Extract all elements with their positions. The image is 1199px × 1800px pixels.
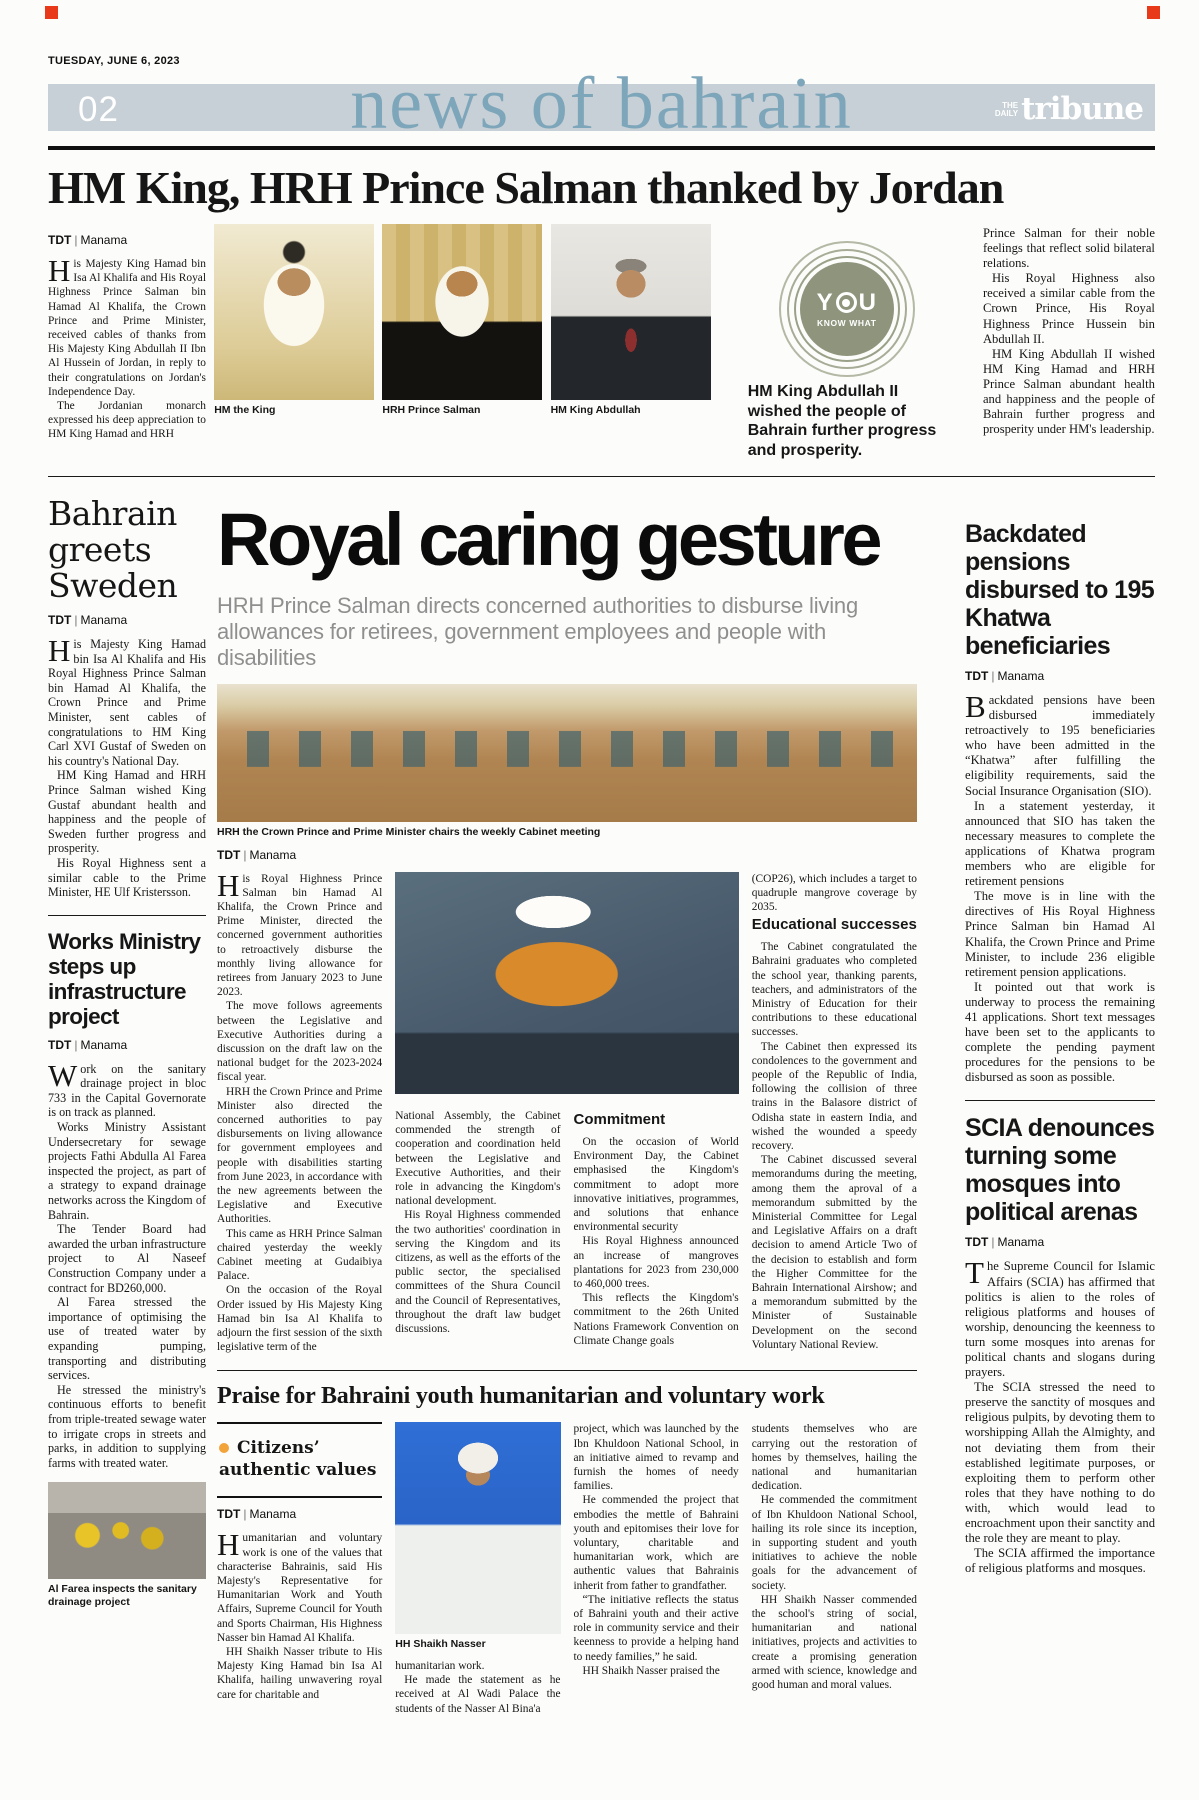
- paragraph: project, which was launched by the Ibn Khuldoon National School, in an initiative aimed to revamp and furnish the homes of needy families.: [573, 1423, 739, 1493]
- photo-crown-prince-desk: [395, 872, 739, 1094]
- paragraph: It pointed out that work is underway to process the remaining 41 applications. Short text messages have been set to the applicants to complete the pending payment procedures for the pensions to be disbursed as soon as possible.: [965, 979, 1155, 1085]
- paragraph: students themselves who are carrying out the restoration of homes by themselves, hailing the national and humanitarian dedication.: [751, 1423, 917, 1493]
- jordan-headline: HM King, HRH Prince Salman thanked by Jordan: [48, 162, 1004, 213]
- paragraph: HH Shaikh Nasser commended the school's string of social, humanitarian and national initiatives, projects and activities to create a promising generation armed with science, knowledge and good human and moral values.: [751, 1593, 917, 1692]
- paragraph: The Tender Board had awarded the urban infrastructure project to Al Naseef Construction Company under a contract for BD260,000.: [48, 1222, 206, 1295]
- paragraph: His Royal Highness commended the two authorities' coordination in serving the Kingdom and its citizens, as well as the efforts of the public sector, the specialised committees of the Shura Council and the Council of Representatives, throughout the draft law budget discussions.: [395, 1209, 561, 1335]
- paragraph: He stressed the ministry's continuous efforts to benefit from triple-treated sewage water to irrigate crops in streets and parks, in addition to supplying farms with treated water.: [48, 1382, 206, 1470]
- byline-tdt: TDT: [217, 1507, 241, 1522]
- pullquote-rule-bottom: [217, 1496, 382, 1498]
- photo-caption: HH Shaikh Nasser: [395, 1638, 486, 1651]
- byline-location: Manama: [249, 1507, 297, 1522]
- byline-location: Manama: [80, 613, 128, 627]
- paragraph: His Royal Highness sent a similar cable to the Prime Minister, HE Ulf Kristersson.: [48, 855, 206, 900]
- byline: [965, 669, 1155, 683]
- jordan-article: [48, 224, 1155, 460]
- byline-location: Manama: [997, 669, 1045, 683]
- crop-mark-right: [1147, 6, 1160, 19]
- paragraph: Prince Salman for their noble feelings that reflect solid bilateral relations.: [982, 226, 1155, 271]
- bullet-icon: [219, 1443, 229, 1453]
- youth-column-3: [574, 1422, 739, 1715]
- paragraph: He commended the project that embodies the mettle of Bahraini youth and epitomises their love for voluntary, charitable and humanitarian work, which are authentic values that Bahrainis inherit from father to grandfather.: [573, 1494, 739, 1592]
- photo-block-hm-king: [214, 224, 374, 460]
- paragraph: This came as HRH Prince Salman chaired yesterday the weekly Cabinet meeting at Gudaibiya Palace.: [217, 1227, 383, 1283]
- crop-mark-left: [45, 6, 58, 19]
- page-content: [48, 160, 1155, 1716]
- tribune-logo: [994, 91, 1143, 127]
- byline-tdt: TDT: [48, 613, 72, 627]
- royal-subtitle: HRH Prince Salman directs concerned authorities to disburse living allowances for retirees, government employees and people with disabilities: [217, 593, 858, 670]
- byline-separator: |: [243, 847, 247, 862]
- body-column: [217, 1527, 383, 1701]
- paragraph: The Cabinet congratulated the Bahraini graduates who completed the school year, thanking parents, teachers, and administrators of the Ministry of Education for their contributions to these educational successes.: [751, 941, 917, 1039]
- photo-shaikh-nasser: [395, 1422, 560, 1634]
- body-column: [48, 1057, 206, 1471]
- paragraph: This reflects the Kingdom's commitment to the 26th United Nations Framework Convention on Climate Change goals: [573, 1292, 739, 1347]
- jordan-column-2: [983, 224, 1155, 460]
- commitment-subhead: Commitment: [573, 1110, 666, 1128]
- photo-caption: HRH the Crown Prince and Prime Minister chairs the weekly Cabinet meeting: [217, 826, 601, 838]
- body-column: [48, 253, 206, 442]
- paragraph: The SCIA affirmed the importance of religious platforms and mosques.: [965, 1546, 1155, 1576]
- sidebar-divider: [965, 1100, 1155, 1101]
- paragraph: The SCIA stressed the need to preserve the sanctity of mosques and religious pulpits, by devoting them to worshipping Allah the Almighty, and not deviating them from their established legitimate purposes, or exploiting them to perform other roles that they have nothing to do with, which would lead to encroachment upon their sanctity and the role they are meant to play.: [965, 1380, 1155, 1546]
- masthead-band: [48, 63, 1155, 145]
- byline: [48, 1038, 206, 1052]
- byline-location: Manama: [80, 1037, 128, 1052]
- body-column: [574, 1109, 739, 1354]
- badge-caption: HM King Abdullah II wished the people of Bahrain further progress and prosperity.: [747, 383, 937, 459]
- royal-headline: Royal caring gesture: [217, 498, 880, 581]
- right-sidebar: [965, 490, 1155, 1716]
- you-know-what-badge: [719, 224, 975, 460]
- body-column: [752, 872, 917, 1355]
- section-divider: [217, 1370, 917, 1371]
- byline-tdt: TDT: [48, 1037, 72, 1052]
- photo-drainage-inspection: [48, 1482, 206, 1579]
- paragraph: Works Ministry Assistant Undersecretary for sewage projects Fathi Abdulla Al Farea inspected the project, as part of a strategy to expand drainage networks across the Kingdom of Bahrain.: [48, 1120, 206, 1222]
- byline-location: Manama: [249, 847, 297, 862]
- body-column: [395, 1659, 560, 1716]
- paragraph: He commended the commitment of Ibn Khuldoon National School, hailing its role since its inception, in supporting student and youth initiatives to achieve the noble goals for the advancement of society.: [751, 1494, 917, 1592]
- byline-location: Manama: [997, 1235, 1045, 1250]
- photo-caption: HM King Abdullah: [550, 404, 641, 416]
- eye-icon: [836, 292, 857, 313]
- sweden-headline: Bahrain greets Sweden: [48, 494, 178, 605]
- body-column: [965, 689, 1155, 1085]
- paragraph: Backdated pensions have been disbursed immediately retroactively to 195 beneficiaries who have been admitted in the “Khatwa” after fulfilling the eligibility requirements, said the Social Insurance Organisation (SIO).: [965, 689, 1155, 798]
- paragraph: humanitarian work.: [395, 1659, 485, 1672]
- youth-column-4: [752, 1422, 917, 1715]
- badge-you-left: Y: [816, 288, 834, 316]
- tribune-logo-stack: [995, 102, 1018, 118]
- pullquote-text: Citizens’ authentic values: [219, 1438, 377, 1481]
- paragraph: His Royal Highness announced an increase of mangroves plantations for 2023 from 230,000 to 460,000 trees.: [573, 1235, 739, 1290]
- byline: [48, 233, 206, 247]
- pullquote-rule-top: [217, 1422, 382, 1424]
- paragraph: On the occasion of the Royal Order issued by His Majesty King Hamad bin Isa Al Khalifa to adjourn the first session of the sixth legislative term of the: [217, 1284, 383, 1354]
- byline: [965, 1235, 1155, 1249]
- logo-the: THE: [1002, 101, 1019, 110]
- byline-separator: |: [243, 1507, 247, 1522]
- education-subhead: Educational successes: [751, 916, 917, 934]
- paragraph: HM King Abdullah II wished HM King Hamad and HRH Prince Salman abundant health and happiness and the people of Bahrain further progress and prosperity under HM's leadership.: [982, 346, 1155, 437]
- photo-caption: HRH Prince Salman: [382, 404, 481, 416]
- body-column: [983, 226, 1155, 437]
- pullquote: [217, 1437, 382, 1481]
- paragraph: In a statement yesterday, it announced that SIO has taken the necessary measures to complete the applications of Khatwa program members who are eligible for retirement pensions: [965, 798, 1155, 889]
- photo-cabinet-meeting: [217, 684, 917, 822]
- paragraph: On the occasion of World Environment Day, the Cabinet emphasised the Kingdom's commitment to adopt more innovative initiatives, programmes, and solutions that enhance environmental security: [573, 1135, 739, 1234]
- paragraph: The Cabinet discussed several memorandums during the meeting, among them the aproval of a memorandum submitted by the Ministerial Committee for Legal and Legislative Affairs on a draft decision to amend Article Two of the decision to establish and form the Higher Committee for the Bahrain International Airshow; and a memorandum submitted by the Minister of Sustainable Development on the second Voluntary National Review.: [751, 1154, 917, 1351]
- sidebar-divider: [48, 915, 206, 916]
- byline-tdt: TDT: [965, 669, 989, 683]
- body-column: [395, 1109, 560, 1354]
- byline: [217, 848, 917, 862]
- photo-prince-salman: [382, 224, 542, 400]
- works-headline: Works Ministry steps up infrastructure project: [48, 928, 201, 1029]
- masthead-rule: [48, 146, 1155, 150]
- logo-daily: DAILY: [994, 109, 1019, 118]
- youth-headline: Praise for Bahraini youth humanitarian and voluntary work: [217, 1383, 825, 1410]
- photo-hm-king: [214, 224, 374, 400]
- byline: [217, 1507, 382, 1521]
- paragraph: “The initiative reflects the status of Bahraini youth and their active role in community service and their keenness to provide a helping hand to needy families,” he said.: [573, 1593, 739, 1663]
- paragraph: The move follows agreements between the Legislative and Executive Authorities during a discussion on the draft law on the national budget for the 2023-2024 fiscal year.: [217, 1000, 383, 1084]
- left-sidebar: [48, 490, 206, 1716]
- paragraph: Humanitarian and voluntary work is one of the values that characterise Bahrainis, said His Majesty's Representative for Humanitarian Work and Youth Affairs, Supreme Council for Youth and Sports Chairman, His Highness Nasser bin Hamad Al Khalifa.: [217, 1527, 383, 1644]
- paragraph: The move is in line with the directives of His Royal Highness Prince Salman bin Hamad Al Khalifa, the Crown Prince and Prime Minister, to include 236 eligible retirement pension applications.: [965, 889, 1155, 979]
- badge-know-what: KNOW WHAT: [816, 317, 877, 328]
- center-column: [217, 490, 917, 1716]
- byline-tdt: TDT: [48, 233, 72, 247]
- youth-article-columns: [217, 1422, 917, 1715]
- byline-separator: |: [74, 613, 78, 627]
- byline-separator: |: [74, 1037, 78, 1052]
- scia-headline: SCIA denounces turning some mosques into political arenas: [965, 1114, 1155, 1227]
- photo-block-prince-salman: [382, 224, 542, 460]
- pensions-headline: Backdated pensions disbursed to 195 Khatwa beneficiaries: [965, 520, 1155, 660]
- badge-you-right: U: [858, 288, 877, 316]
- paragraph: HRH the Crown Prince and Prime Minister also directed the concerned authorities to pay disbursements on living allowance for government employees and people with disabilities starting from June 2023, in accordance with the new agreements between the Legislative and Executive Authorities.: [217, 1085, 383, 1226]
- logo-name: tribune: [1021, 91, 1143, 127]
- jordan-column-1: [48, 224, 206, 460]
- section-title: news of bahrain: [350, 63, 853, 145]
- byline-tdt: TDT: [217, 847, 241, 862]
- byline-location: Manama: [80, 233, 128, 247]
- royal-article-columns: [217, 867, 917, 1355]
- body-column: [48, 633, 206, 900]
- paragraph: HH Shaikh Nasser praised the: [582, 1664, 720, 1677]
- youth-column-1: [217, 1422, 382, 1715]
- page-number: 02: [78, 90, 119, 129]
- paragraph: National Assembly, the Cabinet commended the strength of cooperation and coordination held between the Legislative and Executive Authorities, and their role in advancing the Kingdom's national development.: [395, 1109, 561, 1208]
- byline: [48, 613, 206, 627]
- paragraph: His Royal Highness Prince Salman bin Hamad Al Khalifa, the Crown Prince and Prime Minister, directed the concerned government authorities to retroactively disburse the monthly living allowance for retirees from January 2023 to June 2023.: [217, 867, 383, 999]
- paragraph: His Majesty King Hamad bin Isa Al Khalifa and His Royal Highness Prince Salman bin Hamad Al Khalifa, the Crown Prince and Prime Minister, sent cables of congratulations to HM King Carl XVI Gustaf of Sweden on his country's National Day.: [48, 633, 206, 768]
- byline-separator: |: [991, 1235, 995, 1250]
- photo-king-abdullah: [551, 224, 711, 400]
- paragraph: The Supreme Council for Islamic Affairs (SCIA) has affirmed that politics is alien to the roles of religious platforms and houses of worship, denouncing the keenness to turn some mosques into arenas for political chants and slogans during prayers.: [965, 1255, 1155, 1380]
- paragraph: HH Shaikh Nasser tribute to His Majesty King Hamad bin Isa Al Khalifa, hailing unwavering royal care for charitable and: [217, 1646, 383, 1701]
- photo-caption: Al Farea inspects the sanitary drainage project: [48, 1583, 197, 1608]
- paragraph: (COP26), which includes a target to quadruple mangrove coverage by 2035.: [751, 872, 917, 913]
- paragraph: His Majesty King Hamad bin Isa Al Khalifa and His Royal Highness Prince Salman bin Hamad Al Khalifa, the Crown Prince and Prime Minister, received cables of thanks from His Majesty King Abdullah II Ibn Al Hussein of Jordan, in reply to their congratulations on Jordan's Independence Day.: [48, 253, 206, 398]
- body-column: [217, 867, 383, 1355]
- paragraph: He made the statement as he received at Al Wadi Palace the students of the Nasser Al Bina'a: [395, 1674, 561, 1715]
- photo-caption: HM the King: [214, 404, 276, 416]
- photo-block-king-abdullah: [551, 224, 711, 460]
- paragraph: The Cabinet then expressed its condolences to the government and people of the Republic of India, following the collision of three trains in the Balasore district of Odisha state in eastern India, and wished the wounded a speedy recovery.: [751, 1040, 917, 1152]
- middle-section: [48, 490, 1155, 1716]
- body-column: [965, 1255, 1155, 1576]
- section-divider: [48, 476, 1155, 477]
- paragraph: Al Farea stressed the importance of optimising the use of treated water by expanding pumping, transporting and distributing services.: [48, 1295, 206, 1383]
- byline-separator: |: [74, 233, 78, 247]
- paragraph: The Jordanian monarch expressed his deep appreciation to HM King Hamad and HRH: [48, 400, 206, 441]
- page-date: TUESDAY, JUNE 6, 2023: [48, 55, 180, 67]
- paragraph: His Royal Highness also received a similar cable from the Crown Prince, His Royal Highness Prince Hussein bin Abdullah II.: [982, 271, 1155, 346]
- paragraph: HM King Hamad and HRH Prince Salman wished King Gustaf abundant health and happiness and the people of Sweden further progress and prosperity.: [48, 768, 206, 856]
- byline-separator: |: [991, 669, 995, 683]
- youth-column-2: [395, 1422, 560, 1715]
- badge-word-you: [816, 288, 877, 316]
- badge-circle-icon: [800, 262, 894, 356]
- byline-tdt: TDT: [965, 1235, 989, 1250]
- paragraph: Work on the sanitary drainage project in bloc 733 in the Capital Governorate is on track as planned.: [48, 1057, 206, 1120]
